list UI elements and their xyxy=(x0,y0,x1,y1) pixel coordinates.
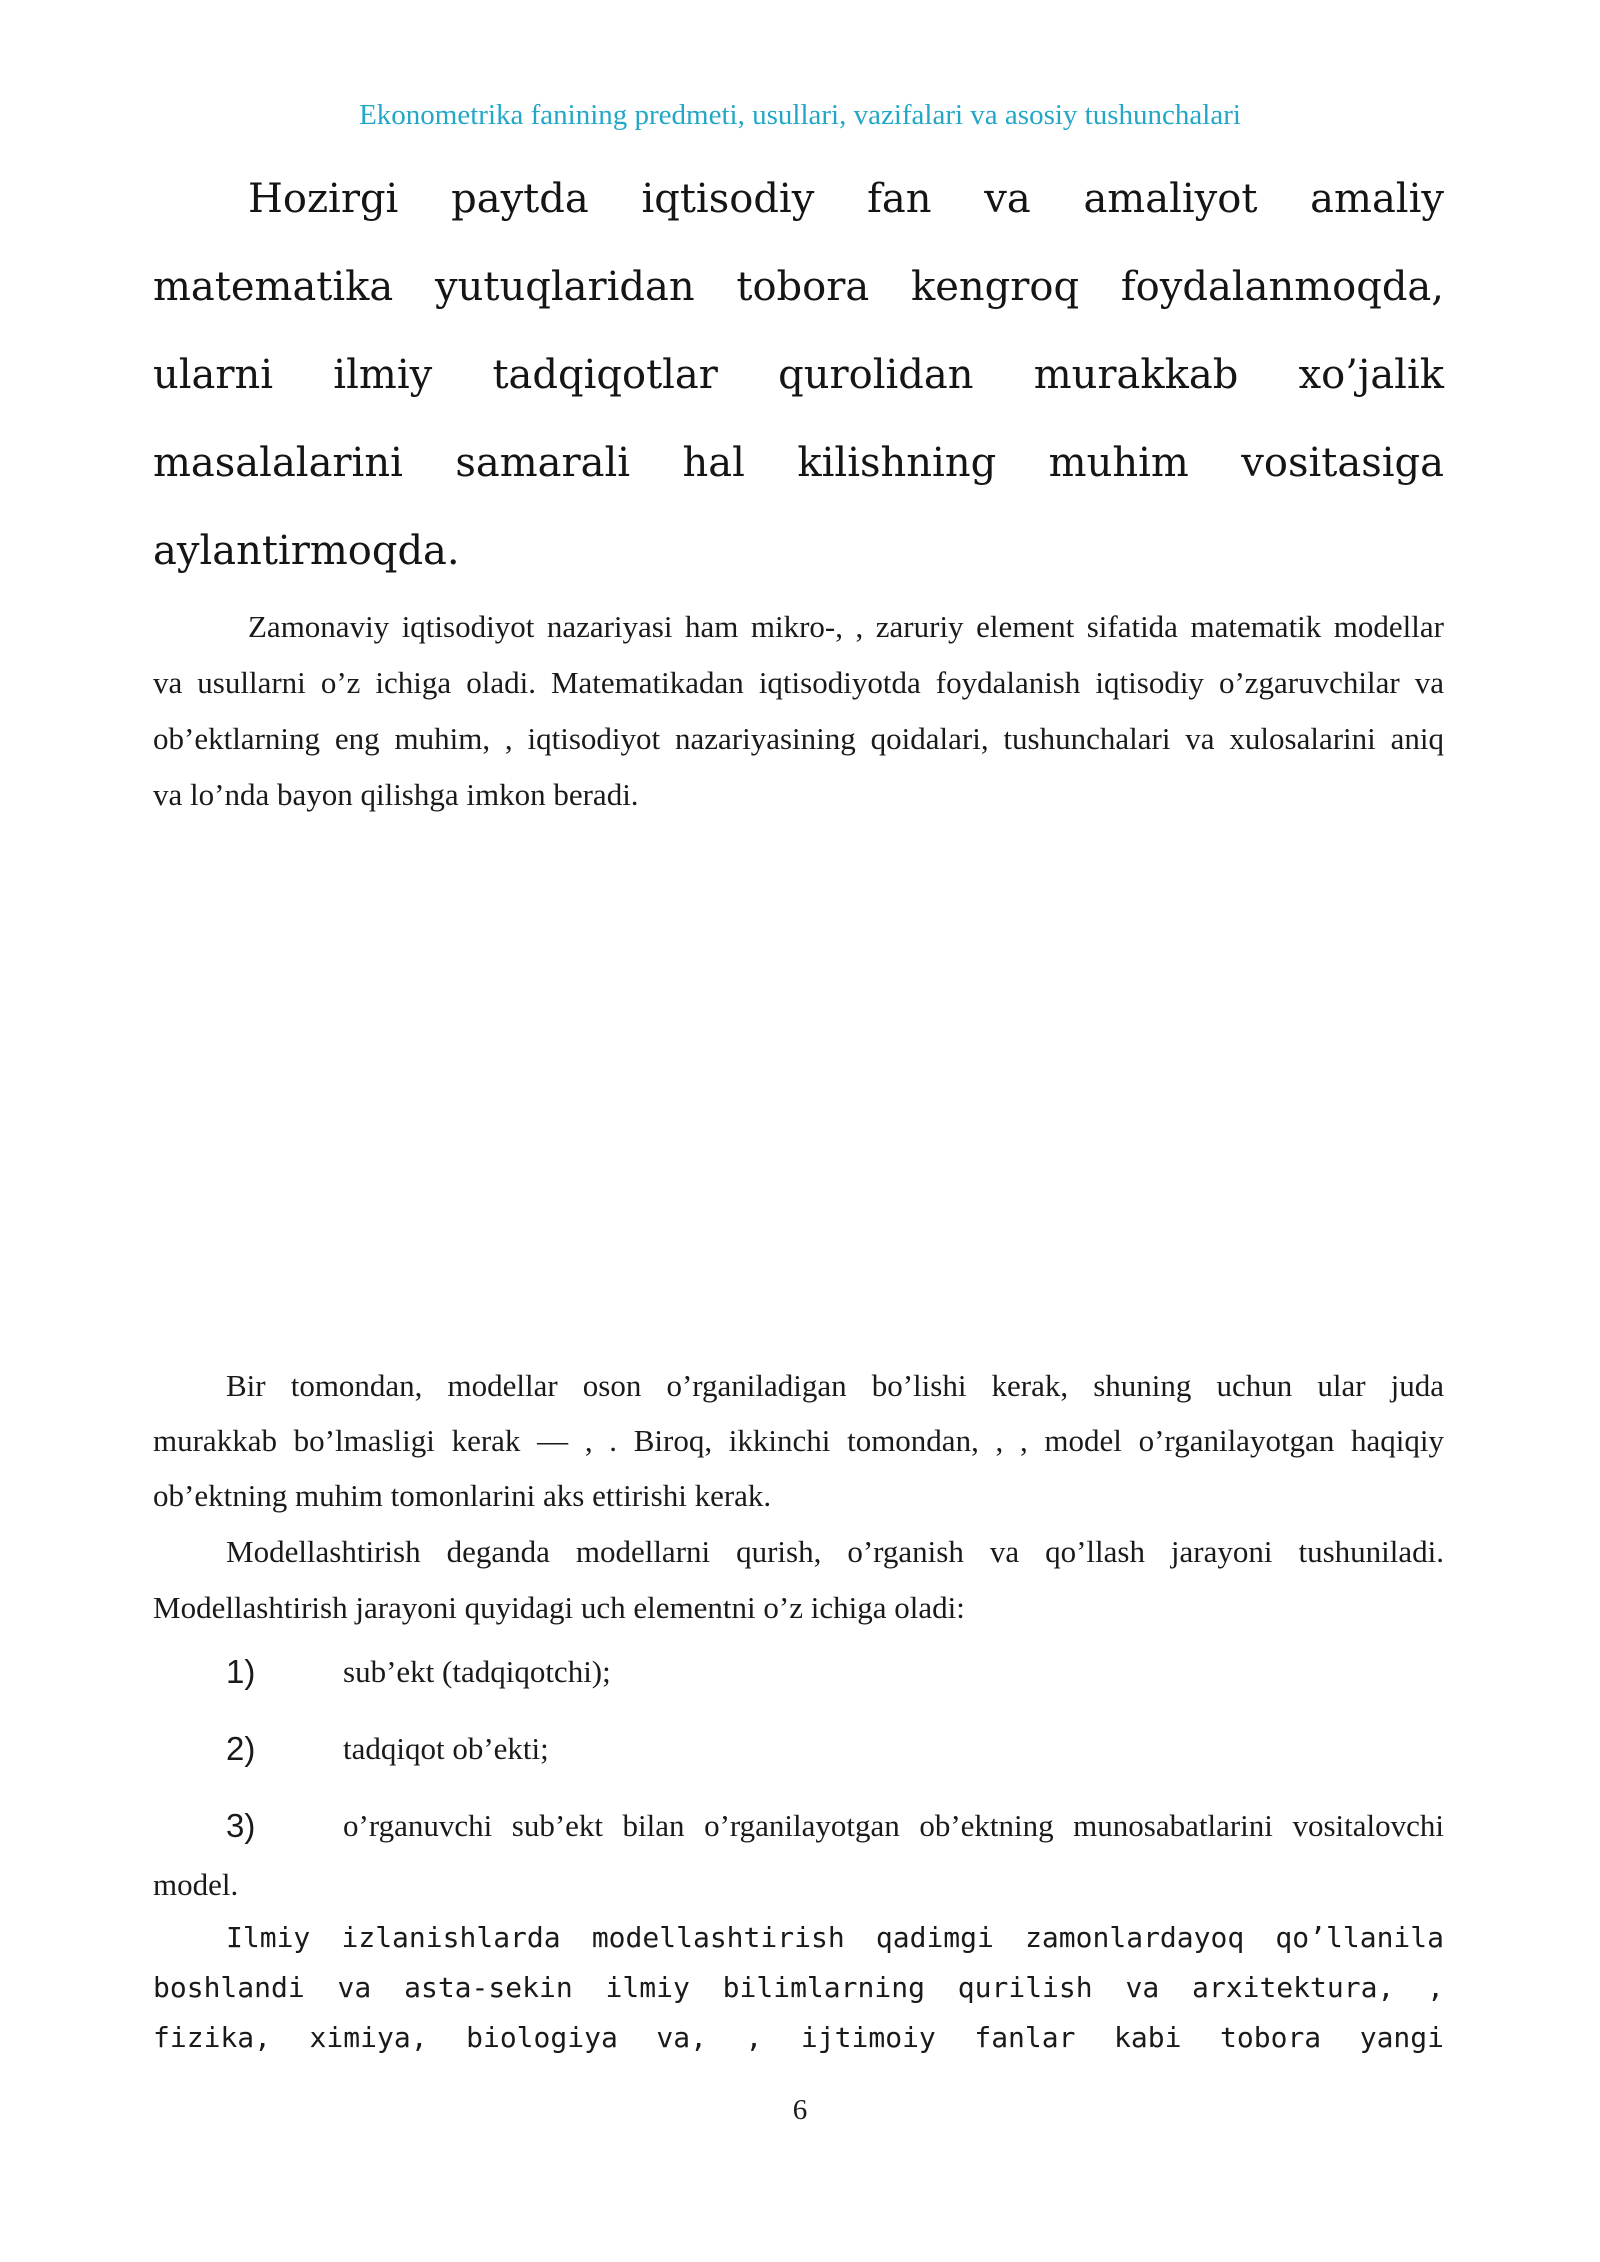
paragraph-line: masalalarini samarali hal kilishning muhim vositasiga xyxy=(153,440,1444,486)
paragraph-modelling-definition xyxy=(153,1524,1444,1636)
list-item xyxy=(0,1644,1600,1700)
list-item-text: sub’ekt (tadqiqotchi); xyxy=(343,1654,611,1689)
paragraph-line: fizika, ximiya, biologiya va, , ijtimoiy fanlar kabi tobora yangi xyxy=(153,2021,1444,2054)
paragraph-line: ob’ektning muhim tomonlarini aks ettirishi kerak. xyxy=(153,1478,772,1513)
list-item-number: 2) xyxy=(226,1730,256,1767)
list-item-number: 1) xyxy=(226,1653,256,1690)
paragraph-line: Modellashtirish jarayoni quyidagi uch elementni o’z ichiga oladi: xyxy=(153,1590,965,1625)
paragraph-line: va lo’nda bayon qilishga imkon beradi. xyxy=(153,777,639,812)
paragraph-line: matematika yutuqlaridan tobora kengroq foydalanmoqda, xyxy=(153,264,1444,310)
paragraph-economic-theory xyxy=(153,599,1444,823)
paragraph-line: Bir tomondan, modellar oson o’rganiladigan bo’lishi kerak, shuning uchun ular juda xyxy=(226,1368,1444,1403)
intro-paragraph xyxy=(153,155,1444,595)
paragraph-line: Modellashtirish deganda modellarni qurish, o’rganish va qo’llash jarayoni tushuniladi. xyxy=(226,1534,1444,1569)
paragraph-line: va usullarni o’z ichiga oladi. Matematikadan iqtisodiyotda foydalanish iqtisodiy o’zgaruvchilar va xyxy=(153,665,1444,700)
page-number: 6 xyxy=(792,2094,808,2126)
paragraph-line: murakkab bo’lmasligi kerak — , . Biroq, ikkinchi tomondan, , , model o’rganilayotgan haqiqiy xyxy=(153,1423,1444,1458)
list-item-text: tadqiqot ob’ekti; xyxy=(343,1731,549,1766)
list-item xyxy=(0,1721,1600,1777)
paragraph-line: ularni ilmiy tadqiqotlar qurolidan murakkab xo’jalik xyxy=(153,352,1444,398)
running-header: Ekonometrika fanining predmeti, usullari, vazifalari va asosiy tushunchalari xyxy=(359,99,1241,131)
paragraph-line: Ilmiy izlanishlarda modellashtirish qadimgi zamonlardayoq qo’llanila xyxy=(226,1921,1444,1954)
paragraph-line: Hozirgi paytda iqtisodiy fan va amaliyot amaliy xyxy=(248,176,1444,222)
list-item xyxy=(0,1798,1600,1854)
paragraph-line: Zamonaviy iqtisodiyot nazariyasi ham mikro-, , zaruriy element sifatida matematik modellar xyxy=(248,609,1444,644)
list-item-number: 3) xyxy=(226,1807,256,1844)
paragraph-line: ob’ektlarning eng muhim, , iqtisodiyot nazariyasining qoidalari, tushunchalari va xulosalarini aniq xyxy=(153,721,1444,756)
paragraph-line: aylantirmoqda. xyxy=(153,528,460,574)
list-item-text: o’rganuvchi sub’ekt bilan o’rganilayotgan ob’ektning munosabatlarini vositalovchi xyxy=(343,1808,1444,1843)
list-item-continuation: model. xyxy=(153,1867,239,1902)
paragraph-model-requirements xyxy=(153,1358,1444,1523)
paragraph-line: boshlandi va asta-sekin ilmiy bilimlarning qurilish va arxitektura, , xyxy=(153,1971,1444,2004)
paragraph-modelling-history xyxy=(153,1913,1444,2063)
